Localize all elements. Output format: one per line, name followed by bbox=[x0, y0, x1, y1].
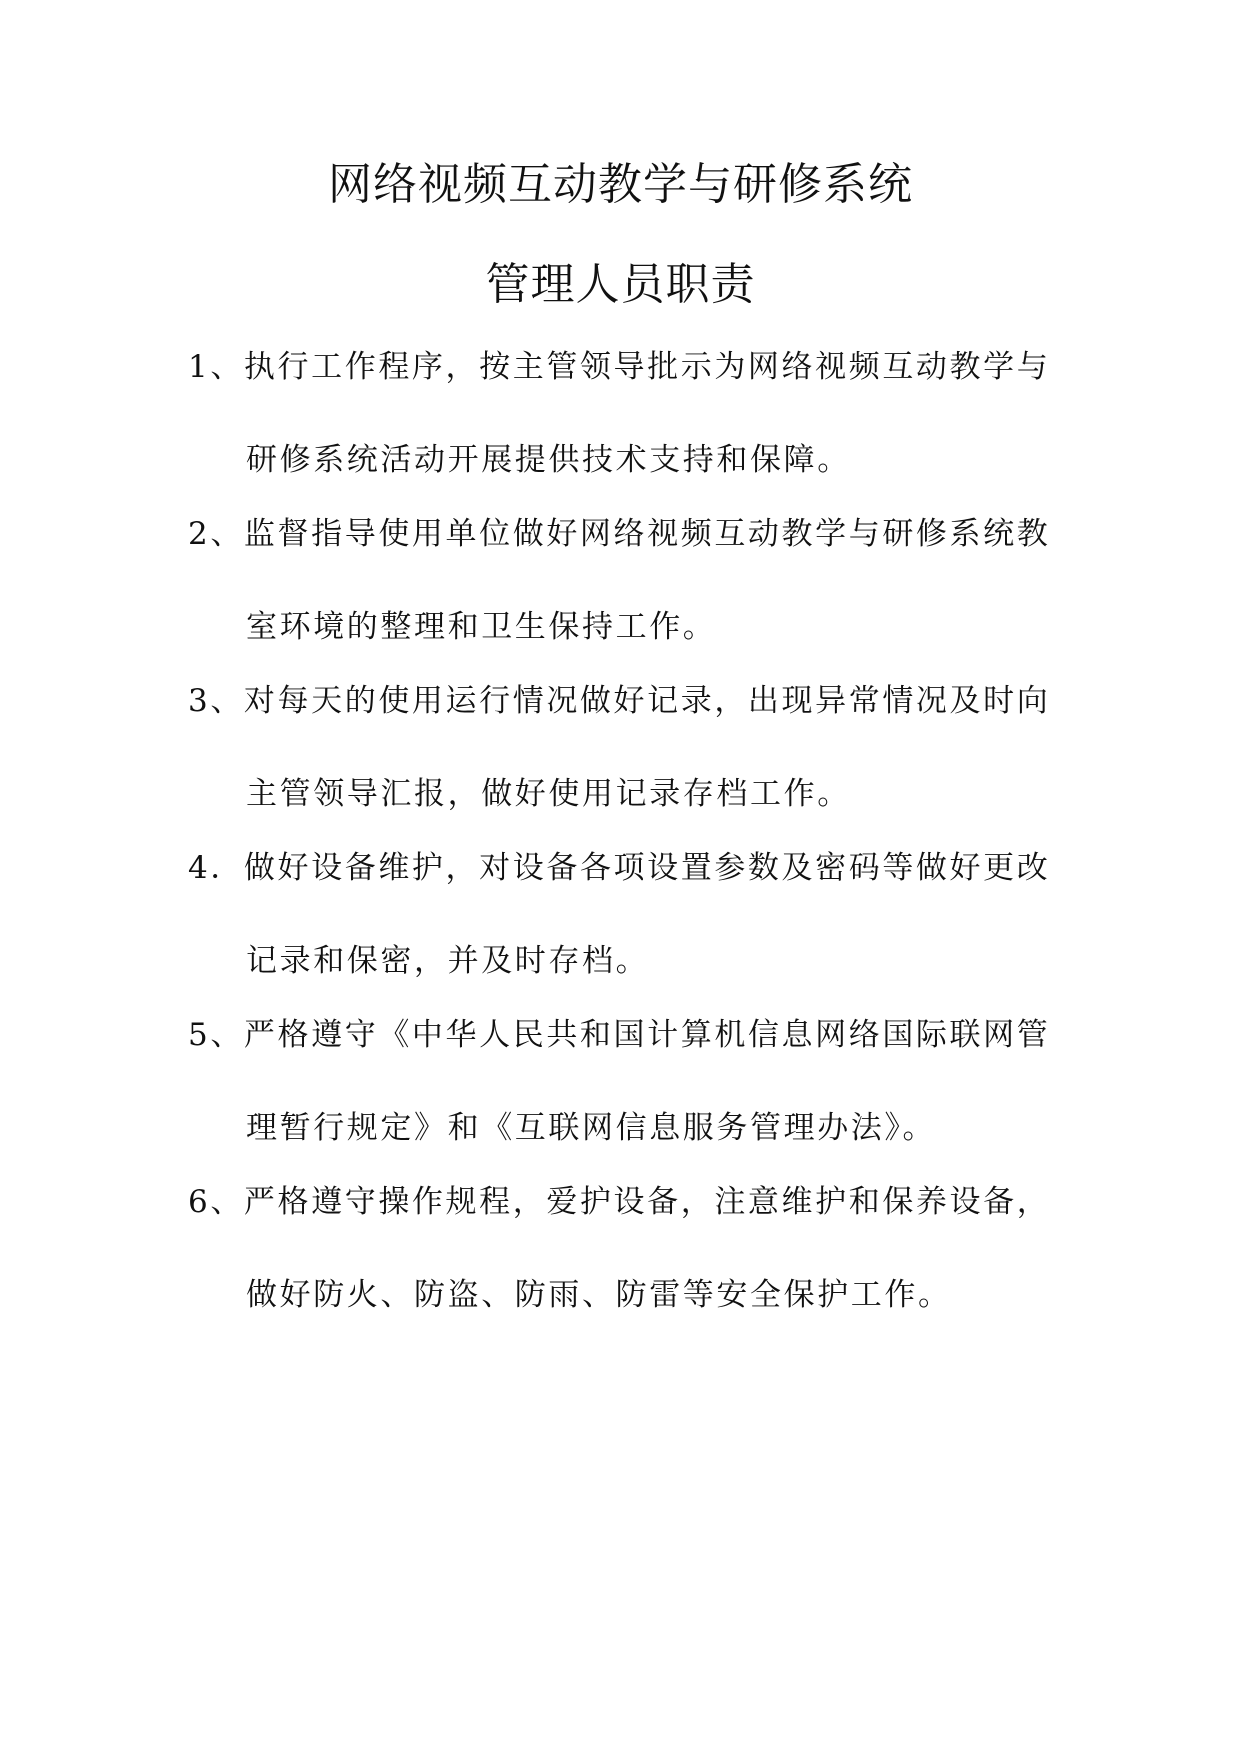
duty-item-2-line-1: 2、监督指导使用单位做好网络视频互动教学与研修系统教 bbox=[188, 516, 1051, 552]
duty-item-6-line-2: 做好防火、防盗、防雨、防雷等安全保护工作。 bbox=[246, 1277, 952, 1313]
duty-item-5-line-1: 5、严格遵守《中华人民共和国计算机信息网络国际联网管 bbox=[188, 1017, 1051, 1053]
duty-item-3-line-1: 3、对每天的使用运行情况做好记录，出现异常情况及时向 bbox=[188, 683, 1051, 719]
duty-item-4-line-2: 记录和保密，并及时存档。 bbox=[246, 943, 650, 979]
duty-item-2-line-2: 室环境的整理和卫生保持工作。 bbox=[246, 609, 717, 645]
duty-item-6-line-1: 6、严格遵守操作规程，爱护设备，注意维护和保养设备， bbox=[188, 1184, 1051, 1220]
document-title: 网络视频互动教学与研修系统 bbox=[328, 159, 913, 210]
duty-item-1-line-2: 研修系统活动开展提供技术支持和保障。 bbox=[246, 442, 851, 478]
document-subtitle: 管理人员职责 bbox=[485, 259, 756, 310]
duty-item-1-line-1: 1、执行工作程序，按主管领导批示为网络视频互动教学与 bbox=[188, 349, 1051, 385]
duty-item-5-line-2: 理暂行规定》和《互联网信息服务管理办法》。 bbox=[246, 1110, 937, 1146]
duty-item-3-line-2: 主管领导汇报，做好使用记录存档工作。 bbox=[246, 776, 851, 812]
duty-item-4-line-1: 4．做好设备维护，对设备各项设置参数及密码等做好更改 bbox=[188, 850, 1051, 886]
